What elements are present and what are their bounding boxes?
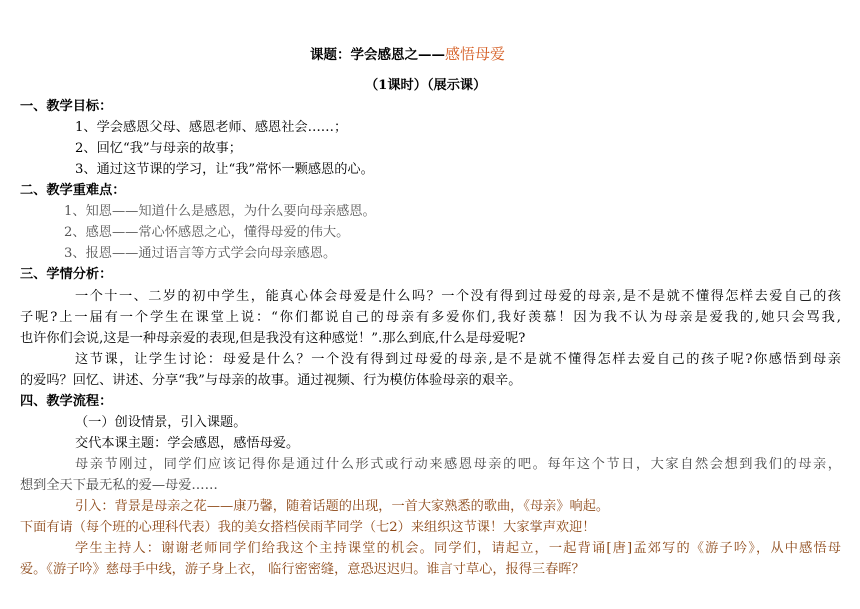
page-subtitle: （1课时）（展示课） <box>365 78 487 93</box>
analysis-paragraph-line: 的爱吗？回忆、讲述、分享“我”与母亲的故事。通过视频、行为模仿体验母亲的艰辛。 <box>20 373 522 388</box>
key-point-item: 3、报恩——通过语言等方式学会向母亲感恩。 <box>64 246 337 261</box>
title-accent: 感悟母爱 <box>445 45 506 63</box>
objective-item: 2、回忆“我”与母亲的故事； <box>75 141 242 156</box>
objective-item: 3、通过这节课的学习，让“我”常怀一颗感恩的心。 <box>75 162 374 177</box>
process-step: （一）创设情景，引入课题。 <box>75 415 247 430</box>
section-heading-process: 四、教学流程： <box>20 394 113 409</box>
section-heading-objectives: 一、教学目标： <box>20 99 113 114</box>
process-paragraph-line: 想到全天下最无私的爱—母爱…… <box>20 478 218 493</box>
analysis-paragraph-line: 子呢?上一届有一个学生在课堂上说：“你们都说自己的母亲有多爱你们,我好羡慕！因为我不认为母亲是爱我的,她只会骂我, <box>20 310 841 325</box>
process-paragraph-line: 母亲节刚过，同学们应该记得你是通过什么形式或行动来感恩母亲的吧。每年这个节日，大家自然会想到我们的母亲， <box>75 457 841 472</box>
analysis-paragraph-line: 一个十一、二岁的初中学生，能真心体会母爱是什么吗？一个没有得到过母爱的母亲,是不是就不懂得怎样去爱自己的孩 <box>75 289 841 304</box>
analysis-paragraph-line: 这节课，让学生讨论：母爱是什么？一个没有得到过母爱的母亲,是不是就不懂得怎样去爱自己的孩子呢?你感悟到母亲 <box>75 352 841 367</box>
objective-item: 1、学会感恩父母、感恩老师、感恩社会……； <box>75 120 348 135</box>
process-intro: 引入：背景是母亲之花——康乃馨，随着话题的出现，一首大家熟悉的歌曲，《母亲》响起。 <box>75 499 610 514</box>
process-theme: 交代本课主题：学会感恩，感悟母爱。 <box>75 436 300 451</box>
process-invite: 下面有请（每个班的心理科代表）我的美女搭档侯雨芊同学（七2）来组织这节课！大家掌声欢迎！ <box>20 520 596 535</box>
process-host-line: 学生主持人：谢谢老师同学们给我这个主持课堂的机会。同学们，请起立，一起背诵[唐]孟郊写的《游子吟》，从中感悟母 <box>75 541 841 556</box>
section-heading-key-points: 二、教学重难点： <box>20 183 126 198</box>
page-title <box>310 44 505 66</box>
key-point-item: 2、感恩——常心怀感恩之心，懂得母爱的伟大。 <box>64 225 350 240</box>
title-prefix: 课题：学会感恩之—— <box>310 47 445 63</box>
key-point-item: 1、知恩——知道什么是感恩，为什么要向母亲感恩。 <box>64 204 376 219</box>
process-host-line: 爱。《游子吟》慈母手中线，游子身上衣， 临行密密缝，意恐迟迟归。谁言寸草心，报得三春晖？ <box>20 562 585 577</box>
analysis-paragraph-line: 也许你们会说,这是一种母亲爱的表现,但是我没有这种感觉！”.那么到底,什么是母爱呢? <box>20 331 526 346</box>
section-heading-analysis: 三、学情分析： <box>20 267 113 282</box>
